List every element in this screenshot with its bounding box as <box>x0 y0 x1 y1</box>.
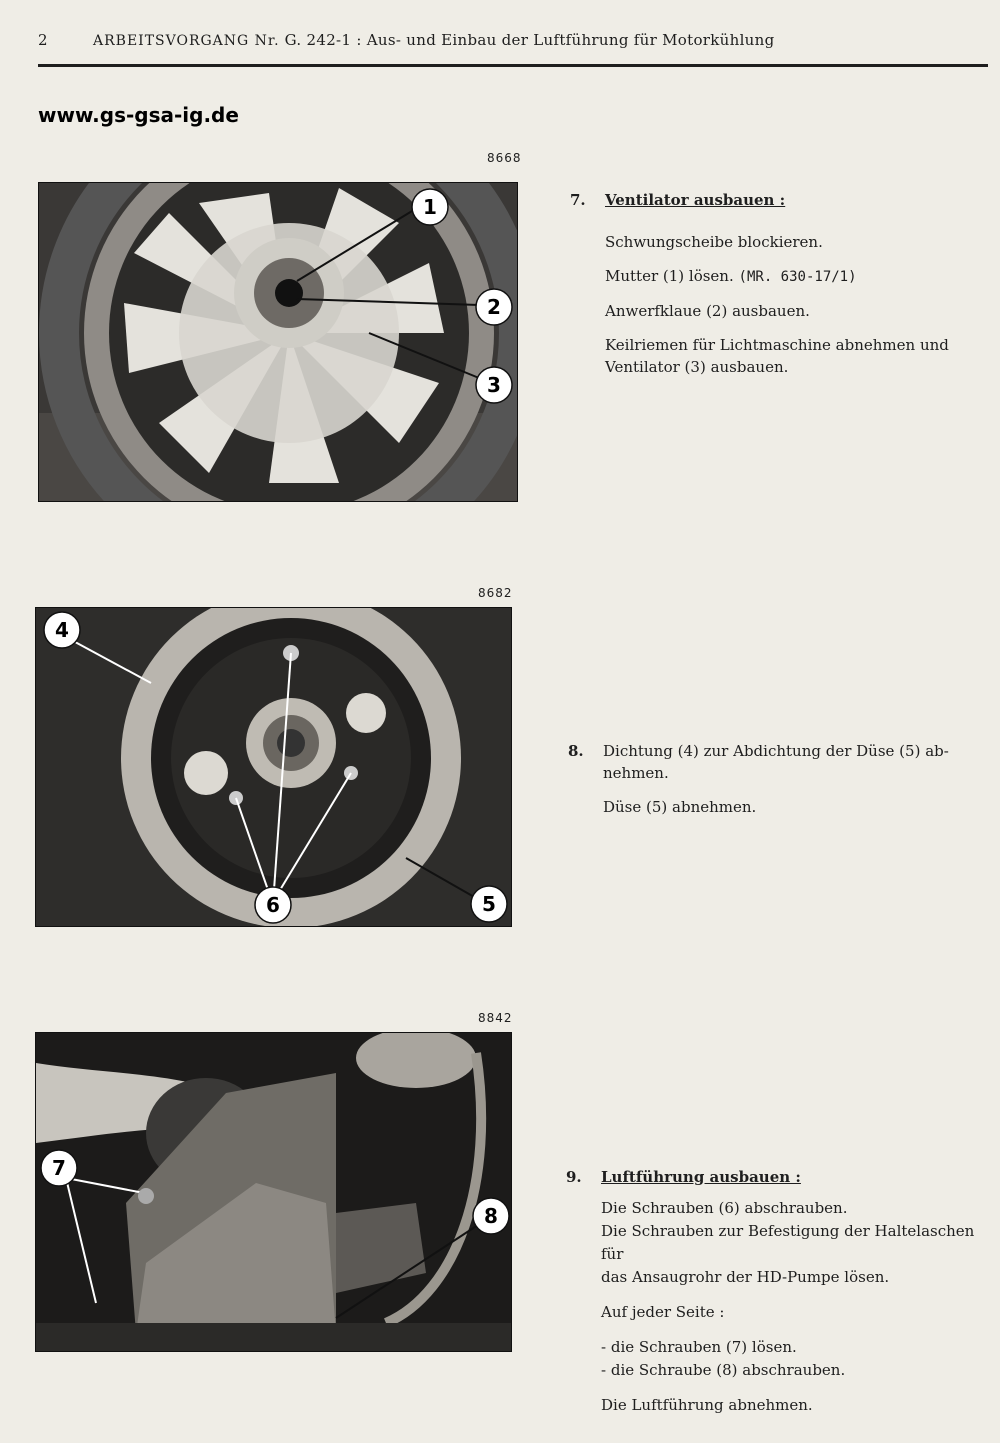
step-9-line-2: Die Schrauben zur Befestigung der Haltelaschen für <box>601 1222 975 1263</box>
step-9-line-6: - die Schraube (8) abschrauben. <box>601 1361 846 1379</box>
step-7-line-5: Ventilator (3) ausbauen. <box>605 358 789 376</box>
step-9-line-5: - die Schrauben (7) lösen. <box>601 1338 797 1356</box>
page-header <box>38 31 775 49</box>
step-8 <box>568 740 988 818</box>
step-9-title: Luftführung ausbauen : <box>601 1168 801 1186</box>
header-rule <box>38 64 988 67</box>
callout-3: 3 <box>487 373 501 397</box>
callout-5: 5 <box>482 892 496 916</box>
page-number: 2 <box>38 31 48 49</box>
step-9-number: 9. <box>566 1168 582 1186</box>
step-9-line-4: Auf jeder Seite : <box>601 1303 725 1321</box>
callout-4: 4 <box>55 618 69 642</box>
step-7 <box>570 189 970 378</box>
figure-photo-nozzle <box>35 607 512 927</box>
figure-number-1: 8668 <box>487 151 522 165</box>
callout-2: 2 <box>487 295 501 319</box>
step-7-line-2: Mutter (1) lösen. <box>605 267 734 285</box>
callout-7: 7 <box>52 1156 66 1180</box>
header-operation: G. 242-1 : Aus- und Einbau der Luftführung für Motorkühlung <box>284 31 775 49</box>
header-prefix: ARBEITSVORGANG Nr. <box>93 33 280 49</box>
step-9 <box>566 1166 991 1417</box>
step-7-line-3: Anwerfklaue (2) ausbauen. <box>605 302 810 320</box>
step-9-line-3: das Ansaugrohr der HD-Pumpe lösen. <box>601 1268 890 1286</box>
figure-photo-fan <box>38 182 518 502</box>
step-8-line-3: Düse (5) abnehmen. <box>603 798 757 816</box>
callout-6: 6 <box>266 893 280 917</box>
step-9-line-7: Die Luftführung abnehmen. <box>601 1396 813 1414</box>
figure-number-3: 8842 <box>478 1011 513 1025</box>
step-7-line-1: Schwungscheibe blockieren. <box>605 233 823 251</box>
step-7-line-4: Keilriemen für Lichtmaschine abnehmen und <box>605 336 949 354</box>
figure-number-2: 8682 <box>478 586 513 600</box>
step-7-reference: (MR. 630-17/1) <box>738 269 857 285</box>
step-7-title: Ventilator ausbauen : <box>605 191 786 209</box>
callout-8: 8 <box>484 1204 498 1228</box>
step-8-line-1: Dichtung (4) zur Abdichtung der Düse (5) ab- <box>603 742 949 760</box>
step-9-line-1: Die Schrauben (6) abschrauben. <box>601 1199 848 1217</box>
step-8-number: 8. <box>568 742 584 760</box>
step-8-line-2: nehmen. <box>603 764 669 782</box>
callout-1: 1 <box>423 195 437 219</box>
step-7-number: 7. <box>570 191 586 209</box>
figure-photo-duct <box>35 1032 512 1352</box>
website-watermark: www.gs-gsa-ig.de <box>38 103 239 127</box>
